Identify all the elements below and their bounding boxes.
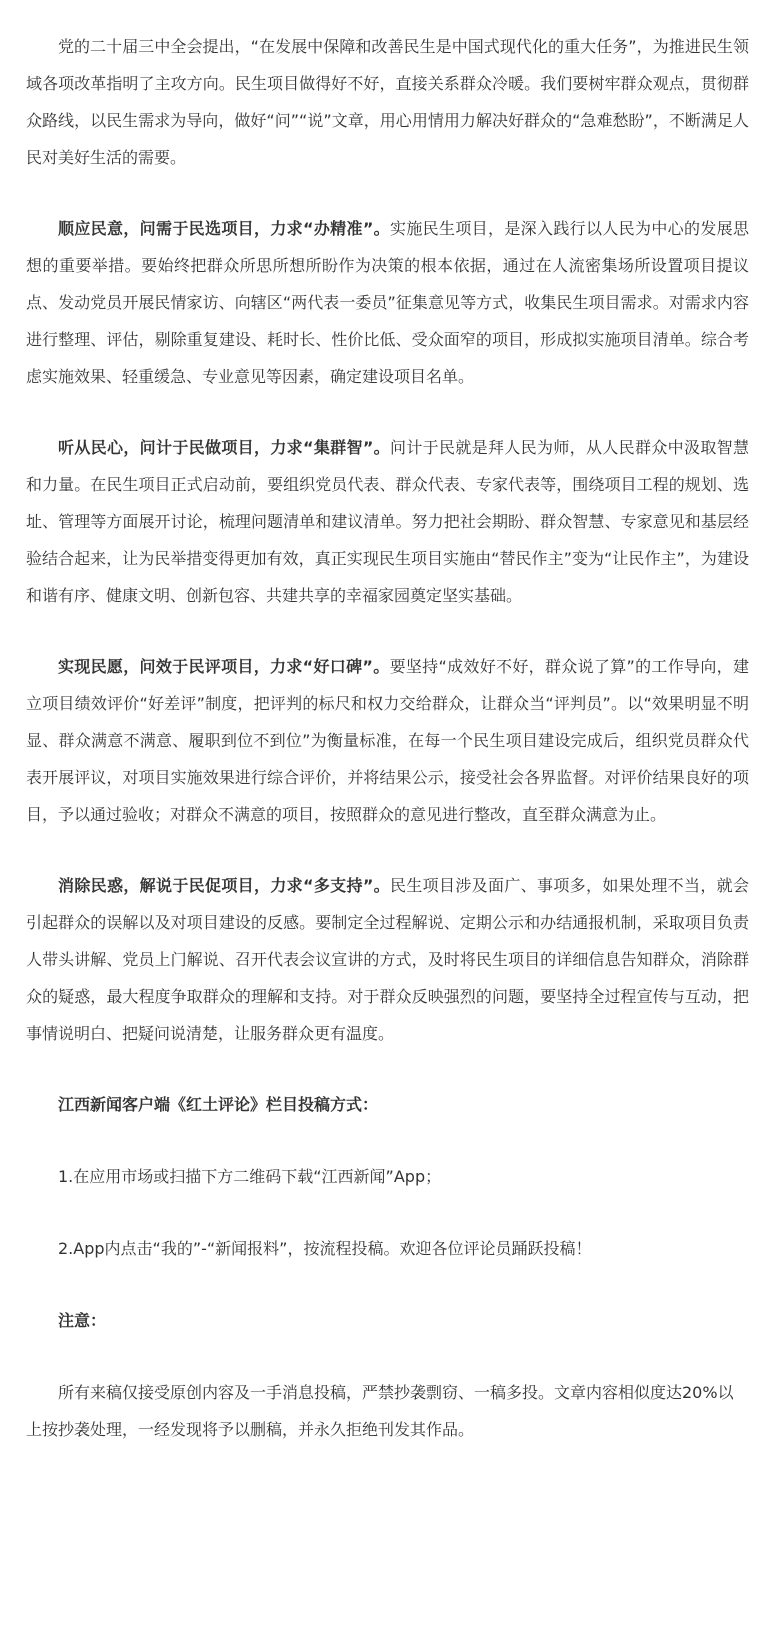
section-lead-3: 实现民愿，问效于民评项目，力求“好口碑”。	[58, 657, 390, 676]
section-lead-2: 听从民心，问计于民做项目，力求“集群智”。	[58, 438, 391, 457]
section-body-3: 要坚持“成效好不好，群众说了算”的工作导向，建立项目绩效评价“好差评”制度，把评判的标尺和权力交给群众，让群众当“评判员”。以“效果明显不明显、群众满意不满意、履职到位不到位”为衡量标准，在每一个民生项目建设完成后，组织党员群众代表开展评议，对项目实施效果进行综合评价，并将结果公示，接受社会各界监督。对评价结果良好的项目，予以通过验收；对群众不满意的项目，按照群众的意见进行整改，直至群众满意为止。	[26, 657, 749, 824]
section-paragraph-3	[26, 648, 749, 833]
section-body-2: 问计于民就是拜人民为师，从人民群众中汲取智慧和力量。在民生项目正式启动前，要组织党员代表、群众代表、专家代表等，围绕项目工程的规划、选址、管理等方面展开讨论，梳理问题清单和建议清单。努力把社会期盼、群众智慧、专家意见和基层经验结合起来，让为民举措变得更加有效，真正实现民生项目实施由“替民作主”变为“让民作主”，为建设和谐有序、健康文明、创新包容、共建共享的幸福家园奠定坚实基础。	[26, 438, 749, 605]
submission-step-2: 2.App内点击“我的”-“新闻报料”，按流程投稿。欢迎各位评论员踊跃投稿！	[58, 1239, 592, 1258]
intro-paragraph: 党的二十届三中全会提出，“在发展中保障和改善民生是中国式现代化的重大任务”，为推进民生领域各项改革指明了主攻方向。民生项目做得好不好，直接关系群众冷暖。我们要树牢群众观点，贯彻群众路线，以民生需求为导向，做好“问”“说”文章，用心用情用力解决好群众的“急难愁盼”，不断满足人民对美好生活的需要。	[26, 37, 749, 167]
section-body-1: 实施民生项目，是深入践行以人民为中心的发展思想的重要举措。要始终把群众所思所想所盼作为决策的根本依据，通过在人流密集场所设置项目提议点、发动党员开展民情家访、向辖区“两代表一委员”征集意见等方式，收集民生项目需求。对需求内容进行整理、评估，剔除重复建设、耗时长、性价比低、受众面窄的项目，形成拟实施项目清单。综合考虑实施效果、轻重缓急、专业意见等因素，确定建设项目名单。	[26, 219, 749, 386]
notice-heading: 注意：	[58, 1311, 107, 1330]
section-paragraph-2	[26, 429, 749, 614]
notice-body: 所有来稿仅接受原创内容及一手消息投稿，严禁抄袭剽窃、一稿多投。文章内容相似度达20%以上按抄袭处理，一经发现将予以删稿，并永久拒绝刊发其作品。	[26, 1383, 734, 1439]
section-lead-1: 顺应民意，问需于民选项目，力求“办精准”。	[58, 219, 391, 238]
section-lead-4: 消除民惑，解说于民促项目，力求“多支持”。	[58, 876, 391, 895]
section-paragraph-1	[26, 210, 749, 395]
section-paragraph-4	[26, 867, 749, 1052]
submission-step-1: 1.在应用市场或扫描下方二维码下载“江西新闻”App；	[58, 1167, 442, 1186]
section-body-4: 民生项目涉及面广、事项多，如果处理不当，就会引起群众的误解以及对项目建设的反感。要制定全过程解说、定期公示和办结通报机制，采取项目负责人带头讲解、党员上门解说、召开代表会议宣讲的方式，及时将民生项目的详细信息告知群众，消除群众的疑惑，最大程度争取群众的理解和支持。对于群众反映强烈的问题，要坚持全过程宣传与互动，把事情说明白、把疑问说清楚，让服务群众更有温度。	[26, 876, 749, 1043]
submission-heading: 江西新闻客户端《红土评论》栏目投稿方式：	[58, 1095, 379, 1114]
